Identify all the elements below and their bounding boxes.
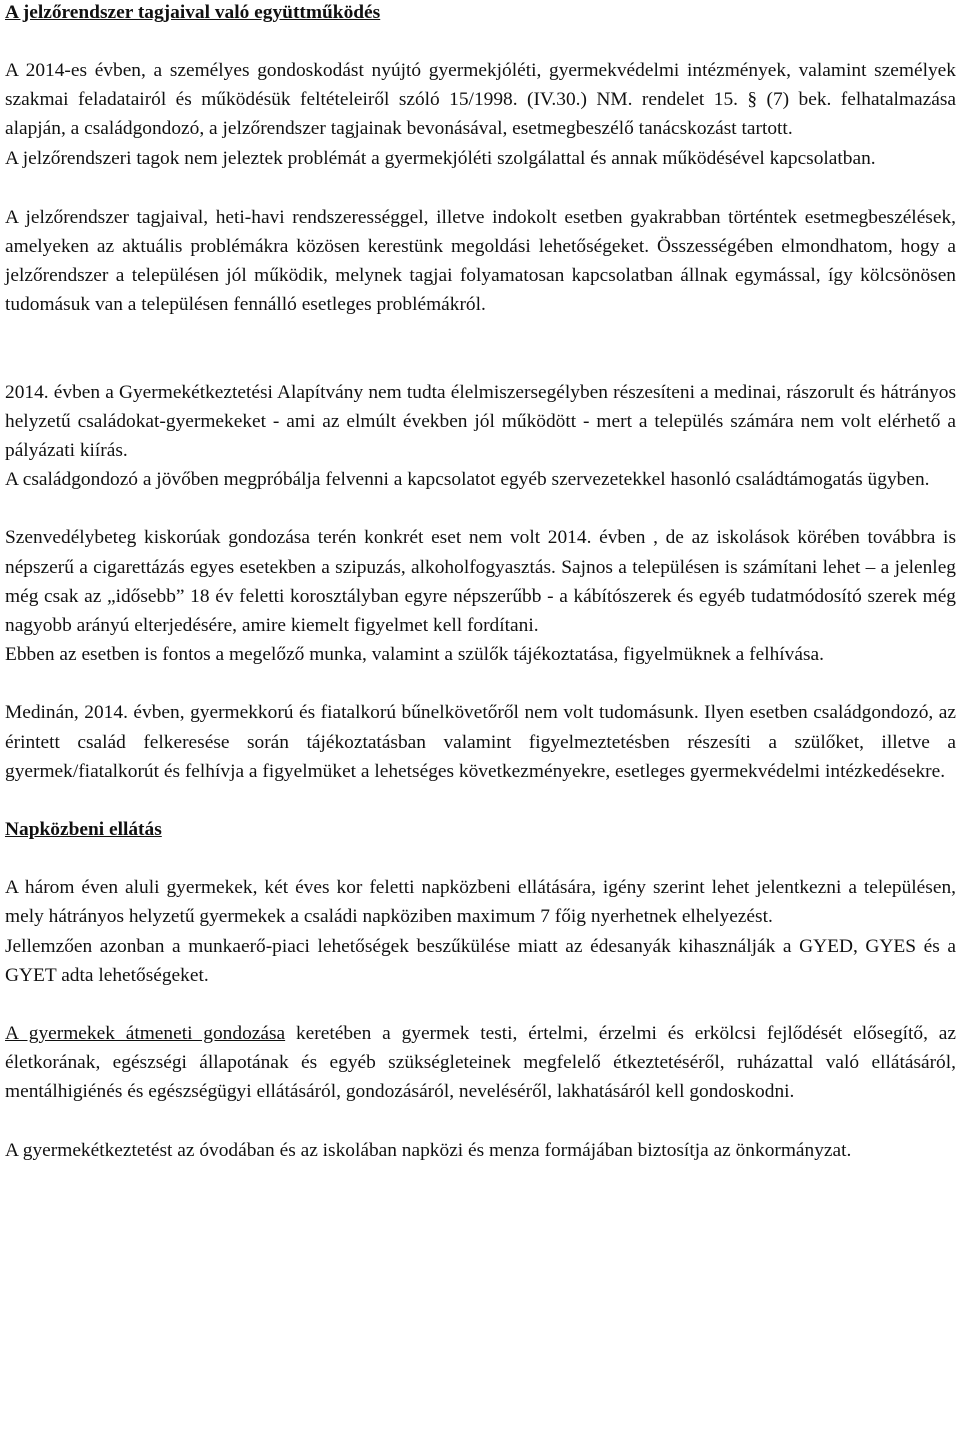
paragraph: A 2014-es évben, a személyes gondoskodást nyújtó gyermekjóléti, gyermekvédelmi intézmények, valamint személyek szakmai feladatairól és működésük feltételeiről szóló 15/1998. (IV.30.) NM. rendelet 15. § (7) bek. felhatalmazása alapján, a családgondozó, a jelzőrendszer tagjainak bevonásával, esetmegbeszélő tanácskozást tartott. [5,60,956,140]
paragraph: A jelzőrendszeri tagok nem jeleztek problémát a gyermekjóléti szolgálattal és annak működésével kapcsolatban. [5,147,876,169]
paragraph: A három éven aluli gyermekek, két éves kor feletti napközbeni ellátására, igény szerint lehet jelentkezni a településen, mely hátrányos helyzetű gyermekek a családi napköziben maximum 7 főig nyerhetnek elhelyezést. [5,877,956,928]
section-heading-napkozbeni: Napközbeni ellátás [5,819,162,841]
paragraph: A jelzőrendszer tagjaival, heti-havi rendszerességgel, illetve indokolt esetben gyakrabban történtek esetmegbeszélések, amelyeken az aktuális problémákra közösen kerestünk megoldási lehetőségeket. Összességében elmondhatom, hogy a jelzőrendszer a településen jól működik, melynek tagjai folyamatosan kapcsolatban állnak egymással, így kölcsönösen tudomásuk van a településen fennálló esetleges problémákról. [5,206,956,316]
paragraph: Szenvedélybeteg kiskorúak gondozása terén konkrét eset nem volt 2014. évben , de az iskolások körében továbbra is népszerű a cigarettázás egyes esetekben a szipuzás, alkoholfogyasztás. Sajnos a településen is számítani lehet – a jelenleg még csak az „idősebb” 18 év feletti korosztályban egyre népszerűbb - a kábítószerek és egyéb tudatmódosító szerek még nagyobb arányú elterjedésére, amire kiemelt figyelmet kell fordítani. [5,527,956,637]
section-heading-jelzorendszer: A jelzőrendszer tagjaival való együttműködés [5,2,381,23]
paragraph: Medinán, 2014. évben, gyermekkorú és fiatalkorú bűnelkövetőről nem volt tudomásunk. Ilyen esetben családgondozó, az érintett család felkeresése során tájékoztatásban valamint figyelmeztetésben részesíti a szülőket, illetve a gyermek/fiatalkorút és felhívja a figyelmüket a lehetséges következményekre, esetleges gyermekvédelmi intézkedésekre. [5,702,956,782]
paragraph: 2014. évben a Gyermekétkeztetési Alapítvány nem tudta élelmiszersegélyben részesíteni a medinai, rászorult és hátrányos helyzetű családokat-gyermekeket - ami az elmúlt években jól működött - mert a település számára nem volt elérhető a pályázati kiírás. [5,381,956,462]
paragraph-text: keretében a gyermek testi, értelmi, érzelmi és erkölcsi fejlődését elősegítő, az életkorának, egészségi állapotának és egyéb szükségleteinek megfelelő étkeztetéséről, ruházattal való ellátásáról, mentálhigiénés és egészségügyi ellátásáról, gondozásáról, neveléséről, lakhatásáról kell gondoskodni. [5,1023,956,1103]
underlined-term: A gyermekek átmeneti gondozása [5,1023,286,1045]
paragraph: Jellemzően azonban a munkaerő-piaci lehetőségek beszűkülése miatt az édesanyák kihasználják a GYED, GYES és a GYET adta lehetőségeket. [5,935,956,986]
paragraph [5,1019,956,1107]
paragraph: Ebben az esetben is fontos a megelőző munka, valamint a szülők tájékoztatása, figyelmüknek a felhívása. [5,644,824,666]
paragraph: A gyermekétkeztetést az óvodában és az iskolában napközi és menza formájában biztosítja az önkormányzat. [5,1139,852,1161]
paragraph: A családgondozó a jövőben megpróbálja felvenni a kapcsolatot egyéb szervezetekkel hasonló családtámogatás ügyben. [5,469,930,491]
